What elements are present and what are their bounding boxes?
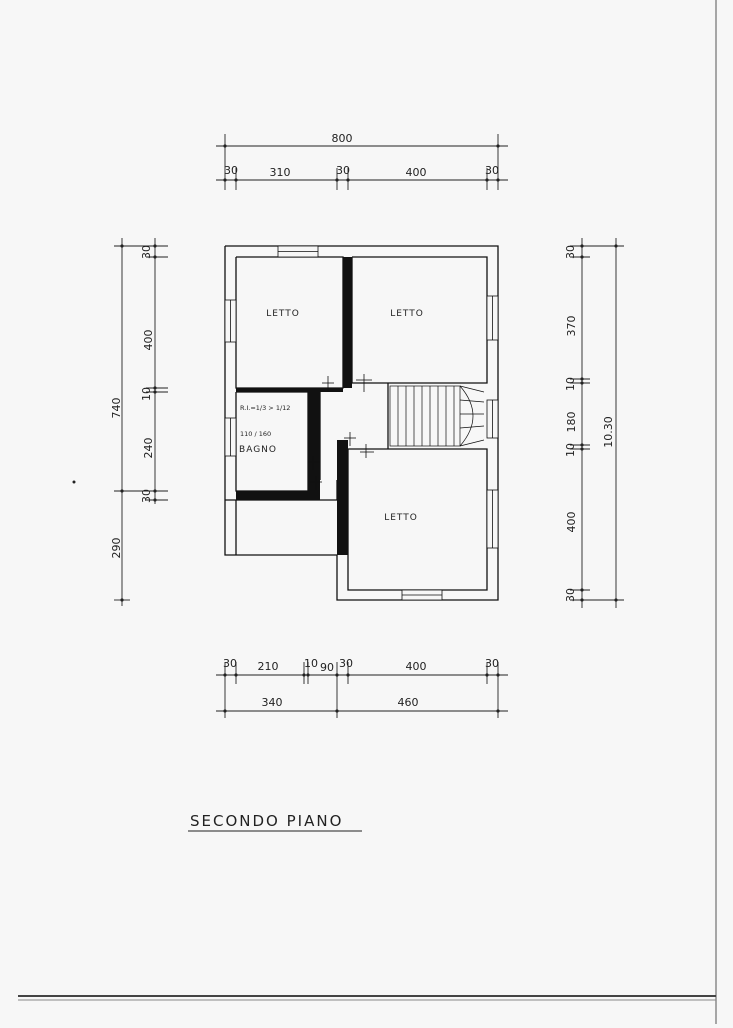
right-dimension-lines — [570, 238, 624, 608]
bathroom-ratio-note: R.I.=1/3 > 1/12 — [240, 404, 291, 412]
bottom-dim-3: 10 — [304, 657, 318, 670]
bottom-dim-5: 30 — [339, 657, 353, 670]
left-total-dimension: 740 — [110, 397, 123, 419]
left-dim-1: 30 — [140, 245, 153, 259]
ink-dot — [73, 481, 76, 484]
top-dim-4: 400 — [405, 166, 427, 179]
bottom-dim-6: 400 — [405, 660, 427, 673]
walls — [225, 246, 498, 600]
drawing-title: SECONDO PIANO — [190, 812, 344, 830]
left-extra-dimension: 290 — [110, 537, 123, 559]
right-dim-7: 30 — [564, 588, 577, 602]
bottom-dim-2: 210 — [257, 660, 279, 673]
top-dim-2: 310 — [269, 166, 291, 179]
bottom-total-left: 340 — [261, 696, 283, 709]
top-total-dimension: 800 — [331, 132, 353, 145]
right-dim-5: 10 — [564, 443, 577, 457]
bottom-dim-7: 30 — [485, 657, 499, 670]
right-dim-4: 180 — [565, 411, 578, 433]
bathroom-window-note: 110 / 160 — [240, 430, 272, 438]
top-dim-3: 30 — [336, 164, 350, 177]
left-dim-5: 30 — [140, 489, 153, 503]
bottom-dim-4: 90 — [320, 661, 334, 674]
right-total-dimension: 10.30 — [602, 416, 615, 448]
top-dim-5: 30 — [485, 164, 499, 177]
bottom-dim-1: 30 — [223, 657, 237, 670]
bottom-total-right: 460 — [397, 696, 419, 709]
left-dim-2: 400 — [142, 329, 155, 351]
right-dim-1: 30 — [564, 245, 577, 259]
stairs — [390, 386, 484, 446]
windows — [225, 246, 498, 600]
left-dim-3: 10 — [140, 387, 153, 401]
right-dim-6: 400 — [565, 511, 578, 533]
room-label-bedroom-bottom: LETTO — [384, 513, 418, 523]
room-label-bedroom-top-left: LETTO — [266, 309, 300, 319]
right-dim-2: 370 — [565, 315, 578, 337]
right-dim-3: 10 — [564, 377, 577, 391]
room-label-bedroom-top-right: LETTO — [390, 309, 424, 319]
top-dim-1: 30 — [224, 164, 238, 177]
room-label-bathroom: BAGNO — [239, 445, 277, 455]
left-dim-4: 240 — [142, 437, 155, 459]
top-dimension-lines — [216, 134, 508, 190]
